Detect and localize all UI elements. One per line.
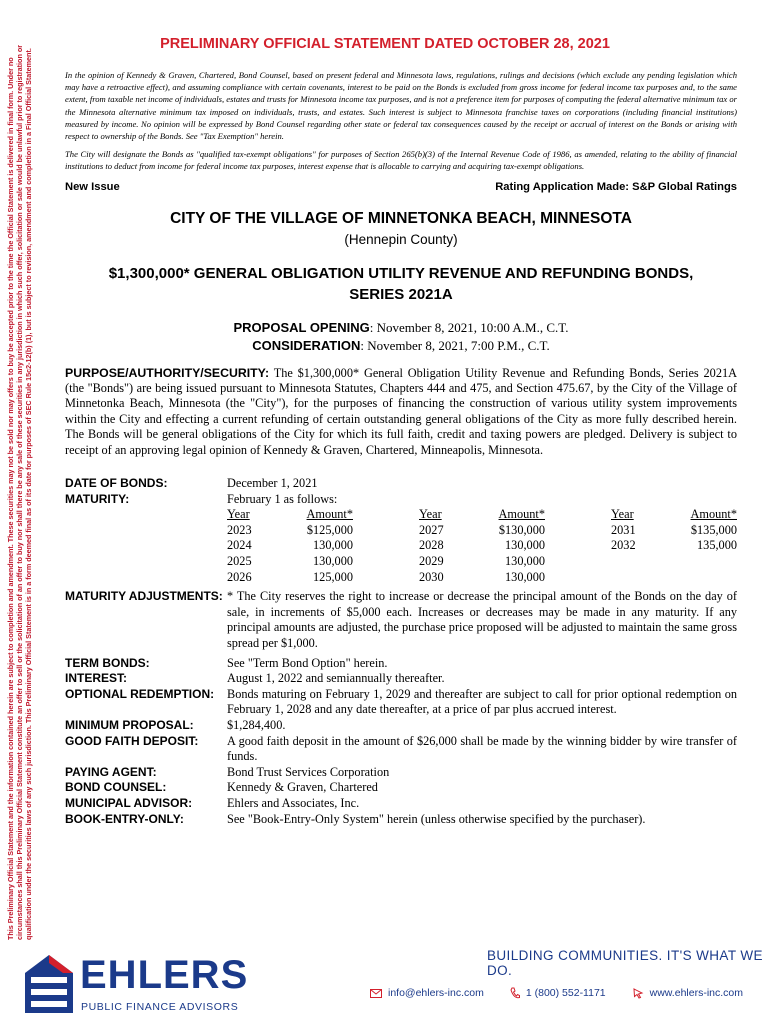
paying-agent-label: PAYING AGENT: [65,764,157,779]
issue-row [65,181,737,193]
footer [0,945,770,1024]
maturity-year: 2029 [419,554,444,569]
maturity-amount: 130,000 [505,538,545,553]
maturity-amount: 130,000 [313,538,353,553]
minimum-proposal-row [65,718,737,734]
maturity-year: 2032 [611,538,636,553]
term-bonds-label: TERM BONDS: [65,655,150,670]
bond-title-line1: $1,300,000* GENERAL OBLIGATION UTILITY REVENUE AND REFUNDING BONDS, [108,264,694,282]
bond-counsel-label: BOND COUNSEL: [65,780,167,795]
amount-header: Amount* [690,507,737,522]
new-issue-label: New Issue [65,180,120,193]
web-contact[interactable] [632,987,743,999]
phone-text[interactable]: 1 (800) 552-1171 [525,987,606,999]
consideration [65,337,737,355]
year-header: Year [419,507,442,522]
maturity-value [227,492,737,586]
interest-value: August 1, 2022 and semiannually thereafter. [227,671,445,686]
maturity-year: 2024 [227,538,252,553]
maturity-year: 2031 [611,522,636,537]
contact-row [370,987,743,999]
phone-contact[interactable] [510,987,606,999]
amount-header: Amount* [498,507,545,522]
maturity-adjustments-row [65,589,737,651]
good-faith-deposit-value: A good faith deposit in the amount of $26,000 shall be made by the winning bidder by wire transfer of funds. [227,733,737,764]
bond-title-line2: SERIES 2021A [349,285,453,303]
bond-counsel-value: Kennedy & Graven, Chartered [227,780,378,795]
maturity-year: 2025 [227,554,252,569]
maturity-year: 2030 [419,569,444,584]
amount-header: Amount* [306,507,353,522]
tagline: BUILDING COMMUNITIES. IT'S WHAT WE DO. [487,948,763,978]
logo-wordmark: EHLERS [80,953,249,997]
ehlers-logo [23,951,249,1021]
page-title: PRELIMINARY OFFICIAL STATEMENT DATED OCTOBER 28, 2021 [160,36,610,52]
bond-counsel-row [65,780,737,796]
maturity-amount: $125,000 [306,522,353,537]
book-entry-value: See "Book-Entry-Only System" herein (unless otherwise specified by the purchaser). [227,811,646,826]
proposal-opening [65,319,737,337]
year-header: Year [611,507,634,522]
good-faith-deposit-label: GOOD FAITH DEPOSIT: [65,733,199,748]
good-faith-deposit-row [65,734,737,765]
maturity-year: 2028 [419,538,444,553]
county-name: (Hennepin County) [344,231,458,247]
terms-block [65,476,737,827]
consideration-label: CONSIDERATION [252,337,361,353]
date-of-bonds-label: DATE OF BONDS: [65,476,168,491]
envelope-icon [370,989,382,998]
interest-row [65,671,737,687]
maturity-year: 2027 [419,522,444,537]
maturity-amount: 130,000 [505,569,545,584]
maturity-label: MATURITY: [65,491,130,506]
bond-title [65,263,737,305]
consideration-value: : November 8, 2021, 7:00 P.M., C.T. [360,337,550,353]
maturity-amount: $135,000 [690,522,737,537]
optional-redemption-row [65,687,737,718]
email-contact[interactable] [370,987,484,999]
maturity-intro: February 1 as follows: [227,491,338,506]
maturity-adjustments-value: * The City reserves the right to increase or decrease the principal amount of the Bonds on the day of sale, in increments of $5,000 each. Increases or decreases may be made in any maturity. If any principal amounts are adjusted, the purchase price proposed will be adjusted to maintain the same gross spread per $1,000. [227,589,737,650]
email-text[interactable]: info@ehlers-inc.com [388,987,484,999]
minimum-proposal-value: $1,284,400. [227,717,286,732]
cursor-icon [632,987,644,999]
municipal-advisor-row [65,796,737,812]
minimum-proposal-label: MINIMUM PROPOSAL: [65,717,194,732]
qualified-obligation-paragraph: The City will designate the Bonds as "qualified tax-exempt obligations" for purposes of Section 265(b)(3) of the Internal Revenue Code of 1986, as amended, relating to the ability of financial institutions to deduct from income for federal income tax purposes, interest expense that is allocable to carrying and acquiring tax-exempt obligations. [65,149,737,172]
logo-subtitle: PUBLIC FINANCE ADVISORS [81,1001,239,1013]
web-text[interactable]: www.ehlers-inc.com [649,987,743,999]
maturity-table [227,507,737,585]
optional-redemption-value: Bonds maturing on February 1, 2029 and thereafter are subject to call for prior optional redemption on February 1, 2028 and any date thereafter, at a price of par plus accrued interest. [227,686,737,717]
maturity-amount: 135,000 [697,538,737,553]
paying-agent-row [65,765,737,781]
optional-redemption-label: OPTIONAL REDEMPTION: [65,686,215,701]
term-bonds-value: See "Term Bond Option" herein. [227,655,388,670]
phone-icon [510,987,520,999]
interest-label: INTEREST: [65,671,128,686]
purpose-paragraph [65,366,737,458]
opening-block [65,319,737,355]
maturity-row [65,492,737,586]
sidebar-disclaimer-text: This Preliminary Official Statement and the information contained herein are subject to completion and amendment. These securities may not be sold nor may offers to buy be accepted prior to the time the Official Statement is delivered in final form. Under no circumstances shall this Preliminary Official Statement constitute an offer to sell or the solicitation of an offer to buy nor shall there be any sale of these securities in any jurisdiction in which such offer, solicitation or sale would be unlawful prior to registration or qualification under the securities laws of any such jurisdiction. This Preliminary Official Statement is in a form deemed final as of its date for purposes of SEC Rule 15c2-12(b) (1), but is subject to revision, amendment and completion in a Final Official Statement. [6,44,33,940]
maturity-amount: 130,000 [313,554,353,569]
book-entry-label: BOOK-ENTRY-ONLY: [65,811,184,826]
maturity-amount: 125,000 [313,569,353,584]
paying-agent-value: Bond Trust Services Corporation [227,764,390,779]
date-of-bonds-row [65,476,737,492]
tax-opinion-paragraph: In the opinion of Kennedy & Graven, Chartered, Bond Counsel, based on present federal and Minnesota laws, regulations, rulings and decisions (which exclude any pending legislation which may have a retroactive effect), and assuming compliance with certain covenants, interest to be paid on the Bonds is excluded from gross income for federal income tax purposes and, to the same extent, from taxable net income of individuals, estates and trusts for Minnesota income tax purposes, and is not a preference item for purposes of computing the federal alternative minimum tax or the Minnesota alternative minimum tax imposed on individuals, trusts, and estates. Such interest is subject to Minnesota franchise taxes on corporations (including financial institutions) measured by income. No opinion will be expressed by Bond Counsel regarding other state or federal tax consequences caused by the receipt or accrual of interest on the Bonds or arising with respect to ownership of the Bonds. See "Tax Exemption" herein. [65,70,737,142]
proposal-opening-label: PROPOSAL OPENING [233,319,370,335]
municipal-advisor-label: MUNICIPAL ADVISOR: [65,795,193,810]
purpose-text: The $1,300,000* General Obligation Utility Revenue and Refunding Bonds, Series 2021A (the "Bonds") are being issued pursuant to Minnesota Statutes, Chapters 444 and 475, and Section 475.67, by the City of the Village of Minnetonka Beach, Minnesota (the "City"), for the purposes of financing the construction of various utility system improvements within the City and effecting a current refunding of certain outstanding general obligations of the City as more fully described herein. The Bonds will be general obligations of the City for which its full faith, credit and taxing powers are pledged. Delivery is subject to receipt of an approving legal opinion of Kennedy & Graven, Chartered, Minneapolis, Minnesota. [65,365,737,457]
ehlers-house-icon [23,953,75,1015]
maturity-amount: $130,000 [498,522,545,537]
main-content [65,69,737,827]
municipal-advisor-value: Ehlers and Associates, Inc. [227,795,360,810]
purpose-label: PURPOSE/AUTHORITY/SECURITY: [65,365,270,380]
year-header: Year [227,507,250,522]
city-name: CITY OF THE VILLAGE OF MINNETONKA BEACH, MINNESOTA [170,209,632,227]
maturity-adjustments-label: MATURITY ADJUSTMENTS: [65,589,223,604]
term-bonds-row [65,656,737,672]
sidebar-disclaimer [6,40,52,940]
maturity-amount: 130,000 [505,554,545,569]
rating-label: Rating Application Made: S&P Global Ratings [495,180,737,193]
date-of-bonds-value: December 1, 2021 [227,476,318,491]
book-entry-row [65,812,737,828]
maturity-year: 2023 [227,522,252,537]
proposal-opening-value: : November 8, 2021, 10:00 A.M., C.T. [369,319,569,335]
maturity-year: 2026 [227,569,252,584]
